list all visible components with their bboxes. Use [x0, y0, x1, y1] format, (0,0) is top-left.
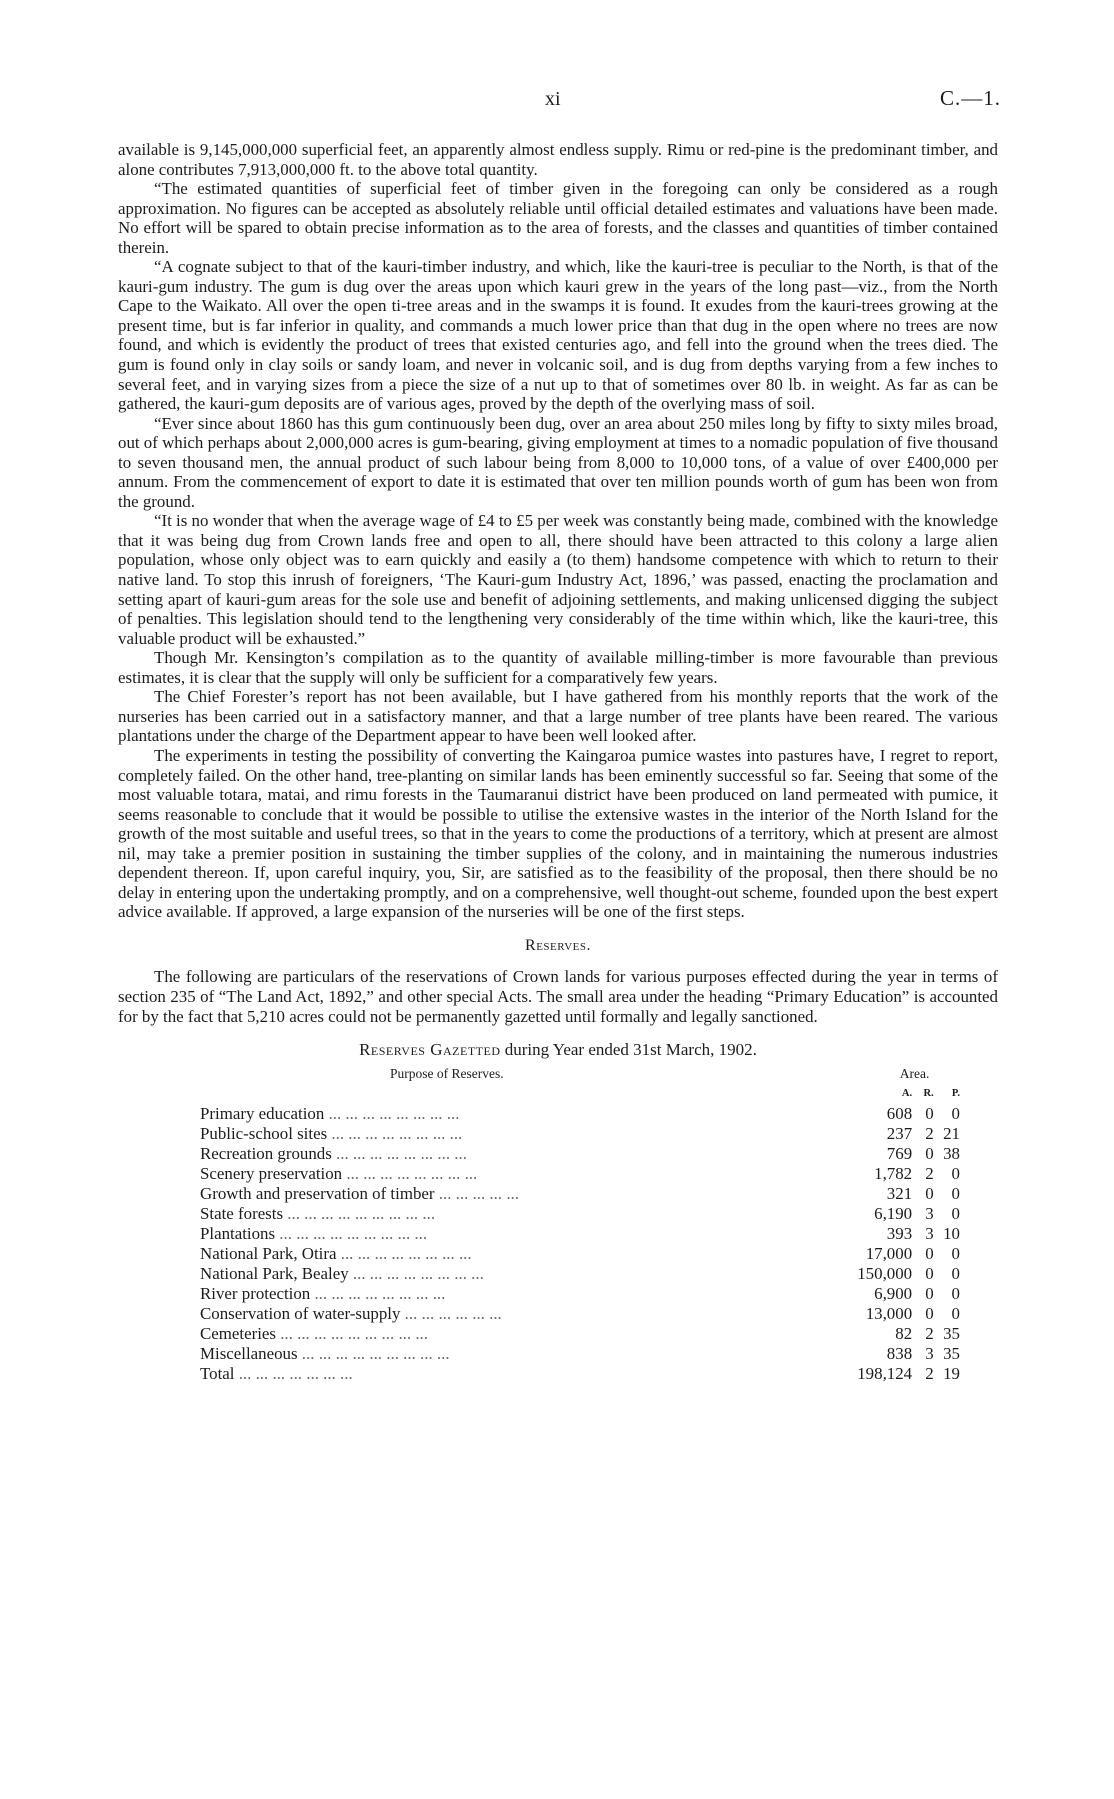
purpose-cell: [200, 1184, 839, 1204]
roods-cell: 3: [925, 1343, 934, 1363]
purpose-label: Cemeteries: [200, 1323, 276, 1343]
acres-cell: 393: [886, 1223, 913, 1243]
leader-dots: ... ... ... ... ... ... ... ... ...: [297, 1343, 450, 1363]
acres-cell: 6,190: [874, 1203, 913, 1223]
table-header-row: [200, 1064, 960, 1084]
acres-cell: 13,000: [865, 1303, 913, 1323]
purpose-cell: [200, 1204, 839, 1224]
roods-cell: 0: [925, 1103, 934, 1123]
unit-perches: P.: [951, 1087, 960, 1099]
document-reference: C.—1.: [940, 86, 1002, 110]
perches-cell: 0: [951, 1203, 960, 1223]
roods-cell: 0: [925, 1263, 934, 1283]
acres-cell: 237: [886, 1123, 913, 1143]
acres-cell: 608: [886, 1103, 913, 1123]
roods-cell: 2: [925, 1323, 934, 1343]
paragraph: The following are particulars of the reservations of Crown lands for various purposes effected during the year in terms of section 235 of “The Land Act, 1892,” and other special Acts. The small area under the heading “Primary Education” is accounted for by the fact that 5,210 acres could not be permanently gazetted until formally and legally sanctioned.: [118, 967, 998, 1026]
purpose-cell: [200, 1124, 839, 1144]
roods-cell: 3: [925, 1203, 934, 1223]
table-unit-row: [200, 1084, 960, 1104]
purpose-label: River protection: [200, 1283, 311, 1303]
purpose-cell: [200, 1244, 839, 1264]
paragraph: Though Mr. Kensington’s compilation as to the quantity of available milling-timber is more favourable than previous estimates, it is clear that the supply will only be sufficient for a comparatively few years.: [118, 648, 998, 687]
leader-dots: ... ... ... ... ... ... ... ...: [331, 1143, 467, 1163]
table-row: [200, 1324, 960, 1344]
acres-cell: 150,000: [857, 1263, 913, 1283]
table-row: [200, 1244, 960, 1264]
leader-dots: ... ... ... ... ...: [434, 1183, 519, 1203]
roods-cell: 2: [925, 1123, 934, 1143]
perches-cell: 0: [951, 1283, 960, 1303]
roods-cell: 0: [925, 1143, 934, 1163]
table-caption-rest: during Year ended 31st March, 1902.: [500, 1040, 757, 1060]
leader-dots: ... ... ... ... ... ... ...: [234, 1363, 353, 1383]
leader-dots: ... ... ... ... ... ... ... ...: [324, 1103, 460, 1123]
leader-dots: ... ... ... ... ... ... ... ...: [348, 1263, 484, 1283]
purpose-label: National Park, Otira: [200, 1243, 337, 1263]
total-row: [200, 1364, 960, 1384]
table-row: [200, 1124, 960, 1144]
roods-cell: 0: [925, 1283, 934, 1303]
purpose-cell: [200, 1264, 839, 1284]
table-row: [200, 1264, 960, 1284]
table-row: [200, 1224, 960, 1244]
leader-dots: ... ... ... ... ... ... ... ...: [310, 1283, 446, 1303]
total-label: Total: [200, 1363, 235, 1383]
paragraph: “It is no wonder that when the average wage of £4 to £5 per week was constantly being made, combined with the knowledge that it was being dug from Crown lands free and open to all, there should have been attracted to this colony a large alien population, whose only object was to earn quickly and easily a (to them) handsome competence with which to return to their native land. To stop this inrush of foreigners, ‘The Kauri-gum Industry Act, 1896,’ was passed, enacting the proclamation and setting apart of kauri-gum areas for the sole use and benefit of adjoining settlements, and making unlicensed digging the subject of penalties. This legislation should tend to the lengthening very considerably of the time within which, like the kauri-tree, this valuable product will be exhausted.”: [118, 511, 998, 648]
leader-dots: ... ... ... ... ... ... ... ...: [327, 1123, 463, 1143]
roods-cell: 2: [925, 1163, 934, 1183]
leader-dots: ... ... ... ... ... ... ... ...: [336, 1243, 472, 1263]
perches-cell: 10: [943, 1223, 960, 1243]
leader-dots: ... ... ... ... ... ... ... ... ...: [275, 1323, 428, 1343]
table-row: [200, 1164, 960, 1184]
section-heading: Reserves.: [525, 936, 591, 954]
perches-cell: 0: [951, 1303, 960, 1323]
leader-dots: ... ... ... ... ... ...: [400, 1303, 502, 1323]
table-row: [200, 1144, 960, 1164]
table-row: [200, 1284, 960, 1304]
page-number: xi: [545, 88, 561, 110]
purpose-label: Miscellaneous: [200, 1343, 298, 1363]
purpose-label: Plantations: [200, 1223, 276, 1243]
purpose-label: Primary education: [200, 1103, 325, 1123]
table-row: [200, 1184, 960, 1204]
perches-cell: 21: [943, 1123, 960, 1143]
perches-cell: 0: [951, 1243, 960, 1263]
roods-cell: 0: [925, 1243, 934, 1263]
paragraph: The Chief Forester’s report has not been available, but I have gathered from his monthly reports that the work of the nurseries has been carried out in a satisfactory manner, and that a large number of tree plants have been reared. The various plantations under the charge of the Department appear to have been well looked after.: [118, 687, 998, 746]
purpose-cell: [200, 1304, 839, 1324]
purpose-cell: [200, 1104, 839, 1124]
paragraph: “A cognate subject to that of the kauri-timber industry, and which, like the kauri-tree is peculiar to the North, is that of the kauri-gum industry. The gum is dug over the areas upon which kauri grew in the years of the long past—viz., from the North Cape to the Waikato. All over the open ti-tree areas and in the swamps it is found. It exudes from the kauri-trees growing at the present time, but is far inferior in quality, and commands a much lower price than that dug in the open where no trees are now found, and which is evidently the product of trees that existed centuries ago, and fell into the ground when the trees died. The gum is found only in clay soils or sandy loam, and never in volcanic soil, and is dug from depths varying from a few inches to several feet, and in varying sizes from a piece the size of a nut up to that of sometimes over 80 lb. in weight. As far as can be gathered, the kauri-gum deposits are of various ages, proved by the depth of the overlying mass of soil.: [118, 257, 998, 414]
paragraph: available is 9,145,000,000 superficial feet, an apparently almost endless supply. Rimu or red-pine is the predominant timber, and alone contributes 7,913,000,000 ft. to the above total quantity.: [118, 140, 998, 179]
purpose-label: Conservation of water-supply: [200, 1303, 401, 1323]
roods-cell: 0: [925, 1303, 934, 1323]
table-caption: [118, 1040, 998, 1060]
purpose-label: Public-school sites: [200, 1123, 328, 1143]
acres-cell: 321: [886, 1183, 913, 1203]
table-row: [200, 1344, 960, 1364]
acres-cell: 838: [886, 1343, 913, 1363]
paragraph: “The estimated quantities of superficial feet of timber given in the foregoing can only be considered as a rough approximation. No figures can be accepted as absolutely reliable until official detailed estimates and valuations have been made. No effort will be spared to obtain precise information as to the area of forests, and the classes and quantities of timber contained therein.: [118, 179, 998, 257]
roods-cell: 3: [925, 1223, 934, 1243]
purpose-cell: [200, 1144, 839, 1164]
purpose-cell: [200, 1324, 839, 1344]
acres-cell: 6,900: [874, 1283, 913, 1303]
total-roods: 2: [925, 1363, 934, 1383]
total-perches: 19: [943, 1363, 960, 1383]
acres-cell: 17,000: [865, 1243, 913, 1263]
purpose-label: Scenery preservation: [200, 1163, 343, 1183]
purpose-label: Growth and preservation of timber: [200, 1183, 435, 1203]
leader-dots: ... ... ... ... ... ... ... ... ...: [283, 1203, 436, 1223]
acres-cell: 1,782: [874, 1163, 913, 1183]
perches-cell: 35: [943, 1323, 960, 1343]
purpose-cell: [200, 1284, 839, 1304]
purpose-label: State forests: [200, 1203, 284, 1223]
unit-acres: A.: [901, 1087, 913, 1099]
paragraph: “Ever since about 1860 has this gum continuously been dug, over an area about 250 miles long by fifty to sixty miles broad, out of which perhaps about 2,000,000 acres is gum-bearing, giving employment at times to a nomadic population of five thousand to seven thousand men, the annual product of such labour being from 8,000 to 10,000 tons, of a value of over £400,000 per annum. From the commencement of export to date it is estimated that over ten million pounds worth of gum has been won from the ground.: [118, 413, 999, 511]
paragraph: The experiments in testing the possibility of converting the Kaingaroa pumice wastes into pastures have, I regret to report, completely failed. On the other hand, tree-planting on similar lands has been eminently successful so far. Seeing that some of the most valuable totara, matai, and rimu forests in the Taumaranui district have been produced on land permeated with pumice, it seems reasonable to conclude that it would be possible to utilise the extensive wastes in the interior of the North Island for the growth of the most suitable and useful trees, so that in the years to come the productions of a territory, which at present are almost nil, may take a premier position in sustaining the timber supplies of the colony, and in maintaining the numerous industries dependent thereon. If, upon careful inquiry, you, Sir, are satisfied as to the feasibility of the proposal, then there should be no delay in entering upon the undertaking promptly, and on a comprehensive, well thought-out scheme, founded upon the best expert advice available. If approved, a large expansion of the nurseries will be one of the first steps.: [118, 745, 998, 922]
purpose-cell: [200, 1344, 839, 1364]
purpose-cell: [200, 1164, 839, 1184]
total-cell: [200, 1364, 839, 1384]
unit-roods: R.: [923, 1087, 934, 1099]
purpose-cell: [200, 1224, 839, 1244]
body-text: [118, 140, 998, 1384]
purpose-column-header: Purpose of Reserves.: [390, 1065, 504, 1081]
table-caption-title: Reserves Gazetted: [359, 1040, 501, 1060]
purpose-label: Recreation grounds: [200, 1143, 332, 1163]
table-row: [200, 1104, 960, 1124]
perches-cell: 0: [951, 1263, 960, 1283]
leader-dots: ... ... ... ... ... ... ... ... ...: [275, 1223, 428, 1243]
table-row: [200, 1204, 960, 1224]
acres-cell: 82: [895, 1323, 913, 1343]
perches-cell: 0: [951, 1163, 960, 1183]
total-acres: 198,124: [857, 1363, 913, 1383]
acres-cell: 769: [886, 1143, 913, 1163]
table-row: [200, 1304, 960, 1324]
perches-cell: 0: [951, 1103, 960, 1123]
purpose-label: National Park, Bealey: [200, 1263, 349, 1283]
perches-cell: 35: [943, 1343, 960, 1363]
perches-cell: 38: [943, 1143, 960, 1163]
roods-cell: 0: [925, 1183, 934, 1203]
perches-cell: 0: [951, 1183, 960, 1203]
area-column-header: Area.: [899, 1065, 930, 1081]
leader-dots: ... ... ... ... ... ... ... ...: [342, 1163, 478, 1183]
reserves-table: [200, 1064, 960, 1384]
